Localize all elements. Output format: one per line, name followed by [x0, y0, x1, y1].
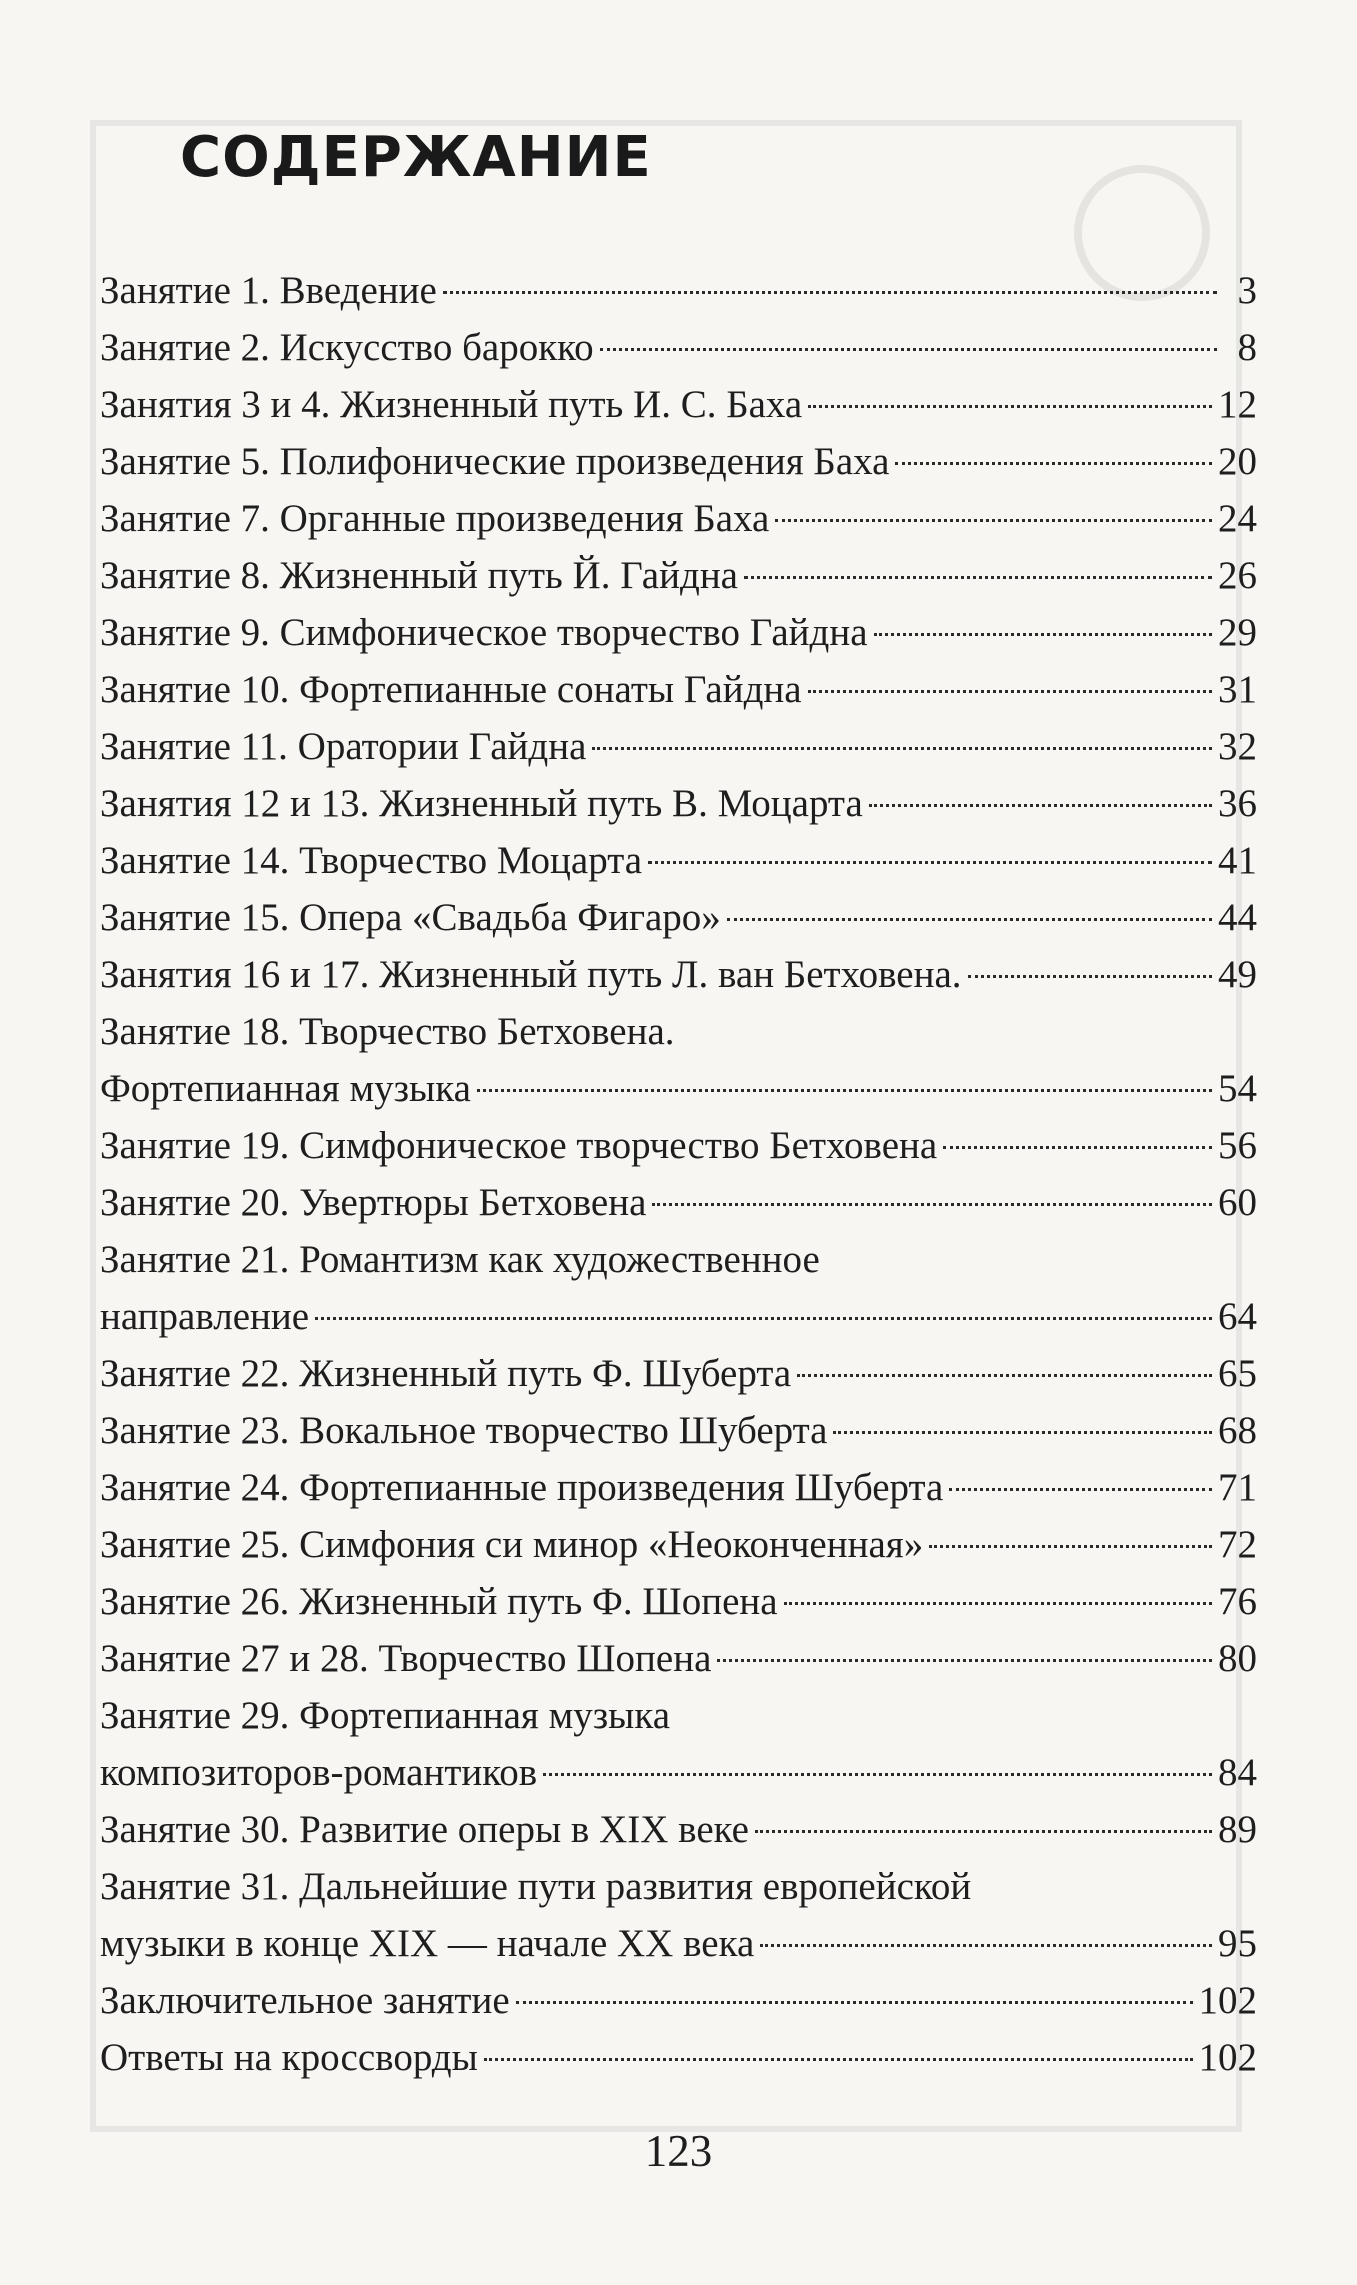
toc-entry-page-number: 95 — [1218, 1922, 1257, 1965]
toc-entry — [100, 1972, 1257, 2029]
dot-leader — [895, 462, 1212, 465]
toc-entry-page-number: 41 — [1218, 839, 1257, 882]
toc-entry — [100, 889, 1257, 946]
toc-entry-title: Занятие 8. Жизненный путь Й. Гайдна — [100, 554, 738, 597]
toc-entry-row — [100, 547, 1257, 604]
toc-entry-page-number: 36 — [1218, 782, 1257, 825]
toc-entry-title: Занятия 3 и 4. Жизненный путь И. С. Баха — [100, 383, 803, 426]
table-of-contents — [100, 262, 1257, 2086]
dot-leader — [727, 918, 1212, 921]
toc-entry — [100, 1687, 1257, 1801]
dot-leader — [949, 1488, 1212, 1491]
toc-entry — [100, 490, 1257, 547]
dot-leader — [755, 1830, 1212, 1833]
toc-entry — [100, 1858, 1257, 1972]
dot-leader — [516, 2001, 1193, 2004]
toc-entry-title: Занятие 11. Оратории Гайдна — [100, 725, 587, 768]
toc-entry-title: Занятие 30. Развитие оперы в XIX веке — [100, 1808, 749, 1851]
toc-entry-page-number: 76 — [1218, 1580, 1257, 1623]
toc-entry-page-number: 8 — [1237, 326, 1257, 369]
toc-entry-title: Занятие 2. Искусство барокко — [100, 326, 594, 369]
toc-entry-page-number: 44 — [1218, 896, 1257, 939]
toc-entry-row — [100, 1744, 1257, 1801]
toc-entry — [100, 1630, 1257, 1687]
toc-entry-row — [100, 946, 1257, 1003]
dot-leader — [652, 1203, 1212, 1206]
toc-entry-page-number: 54 — [1218, 1067, 1257, 1110]
toc-entry-title: Занятие 10. Фортепианные сонаты Гайдна — [100, 668, 802, 711]
toc-entry-title-line1: Занятие 18. Творчество Бетховена. — [100, 1010, 675, 1053]
toc-entry-row — [100, 718, 1257, 775]
toc-entry-title: Заключительное занятие — [100, 1979, 510, 2022]
toc-entry — [100, 1117, 1257, 1174]
dot-leader — [600, 348, 1217, 351]
toc-entry-title: направление — [100, 1295, 310, 1338]
dot-leader — [929, 1545, 1212, 1548]
toc-entry-page-number: 24 — [1218, 497, 1257, 540]
toc-entry-page-number: 72 — [1218, 1523, 1257, 1566]
toc-entry-title: Занятие 24. Фортепианные произведения Шуберта — [100, 1466, 944, 1509]
toc-entry — [100, 1801, 1257, 1858]
dot-leader — [443, 291, 1217, 294]
dot-leader — [874, 633, 1212, 636]
toc-entry — [100, 661, 1257, 718]
toc-entry-row — [100, 376, 1257, 433]
dot-leader — [717, 1659, 1212, 1662]
dot-leader — [543, 1773, 1212, 1776]
toc-entry-page-number: 89 — [1218, 1808, 1257, 1851]
toc-entry-title: Ответы на кроссворды — [100, 2036, 478, 2079]
toc-entry-page-number: 49 — [1218, 953, 1257, 996]
toc-entry-title: Занятия 12 и 13. Жизненный путь В. Моцарта — [100, 782, 863, 825]
toc-entry-row — [100, 775, 1257, 832]
toc-entry-page-number: 68 — [1218, 1409, 1257, 1452]
toc-entry-title: Занятие 23. Вокальное творчество Шуберта — [100, 1409, 828, 1452]
toc-entry-row — [100, 661, 1257, 718]
toc-entry-row — [100, 1345, 1257, 1402]
toc-entry-page-number: 60 — [1218, 1181, 1257, 1224]
toc-entry-title: Занятие 1. Введение — [100, 269, 437, 312]
page-number: 123 — [644, 2126, 713, 2176]
toc-entry-row — [100, 1459, 1257, 1516]
toc-entry-title: Фортепианная музыка — [100, 1067, 471, 1110]
toc-entry-title: Занятие 27 и 28. Творчество Шопена — [100, 1637, 712, 1680]
toc-entry-row — [100, 433, 1257, 490]
toc-entry-page-number: 64 — [1218, 1295, 1257, 1338]
page-title: СОДЕРЖАНИЕ — [180, 125, 652, 190]
toc-entry-page-number: 65 — [1218, 1352, 1257, 1395]
dot-leader — [477, 1089, 1212, 1092]
dot-leader — [943, 1146, 1212, 1149]
toc-entry-title-line1: Занятие 31. Дальнейшие пути развития европейской — [100, 1865, 972, 1908]
toc-entry-title-line1: Занятие 29. Фортепианная музыка — [100, 1694, 671, 1737]
toc-entry — [100, 1402, 1257, 1459]
toc-entry-title-line1: Занятие 21. Романтизм как художественное — [100, 1238, 820, 1281]
dot-leader — [808, 405, 1212, 408]
toc-entry-row — [100, 604, 1257, 661]
toc-entry-row — [100, 1801, 1257, 1858]
toc-entry-page-number: 84 — [1218, 1751, 1257, 1794]
toc-entry-page-number: 3 — [1237, 269, 1257, 312]
toc-entry-title: Занятие 20. Увертюры Бетховена — [100, 1181, 647, 1224]
toc-entry — [100, 718, 1257, 775]
toc-entry-row — [100, 1288, 1257, 1345]
dot-leader — [592, 747, 1212, 750]
toc-entry-page-number: 29 — [1218, 611, 1257, 654]
toc-entry-row — [100, 490, 1257, 547]
toc-entry-title: Занятие 26. Жизненный путь Ф. Шопена — [100, 1580, 778, 1623]
toc-entry — [100, 1345, 1257, 1402]
dot-leader — [760, 1944, 1212, 1947]
toc-entry-row — [100, 1060, 1257, 1117]
toc-entry-page-number: 71 — [1218, 1466, 1257, 1509]
dot-leader — [775, 519, 1212, 522]
toc-entry-title: композиторов-романтиков — [100, 1751, 538, 1794]
toc-entry-row — [100, 889, 1257, 946]
toc-entry-row — [100, 1573, 1257, 1630]
toc-entry-title: Занятие 15. Опера «Свадьба Фигаро» — [100, 896, 721, 939]
toc-entry-page-number: 32 — [1218, 725, 1257, 768]
toc-entry-title: музыки в конце XIX — начале XX века — [100, 1922, 755, 1965]
toc-entry — [100, 376, 1257, 433]
toc-entry-page-number: 102 — [1198, 2036, 1257, 2079]
toc-entry-row — [100, 1174, 1257, 1231]
dot-leader — [797, 1374, 1212, 1377]
toc-entry — [100, 1516, 1257, 1573]
toc-entry — [100, 433, 1257, 490]
toc-entry — [100, 1459, 1257, 1516]
toc-entry — [100, 1573, 1257, 1630]
toc-entry-title: Занятие 14. Творчество Моцарта — [100, 839, 643, 882]
toc-entry — [100, 1003, 1257, 1117]
toc-entry-row — [100, 1972, 1257, 2029]
toc-entry-row — [100, 262, 1257, 319]
toc-entry-title: Занятие 5. Полифонические произведения Баха — [100, 440, 890, 483]
toc-entry-title: Занятие 22. Жизненный путь Ф. Шуберта — [100, 1352, 792, 1395]
toc-entry-page-number: 20 — [1218, 440, 1257, 483]
toc-entry — [100, 604, 1257, 661]
dot-leader — [784, 1602, 1212, 1605]
toc-entry — [100, 832, 1257, 889]
toc-entry — [100, 1174, 1257, 1231]
toc-entry-title: Занятия 16 и 17. Жизненный путь Л. ван Бетховена. — [100, 953, 962, 996]
toc-entry-title: Занятие 25. Симфония си минор «Неоконченная» — [100, 1523, 924, 1566]
dot-leader — [484, 2058, 1193, 2061]
toc-entry-row — [100, 1630, 1257, 1687]
dot-leader — [648, 861, 1212, 864]
toc-entry-row — [100, 319, 1257, 376]
toc-entry — [100, 2029, 1257, 2086]
toc-entry-row — [100, 1117, 1257, 1174]
toc-entry-page-number: 56 — [1218, 1124, 1257, 1167]
dot-leader — [968, 975, 1212, 978]
dot-leader — [869, 804, 1212, 807]
toc-entry-page-number: 26 — [1218, 554, 1257, 597]
toc-entry-row — [100, 1402, 1257, 1459]
toc-entry-row — [100, 2029, 1257, 2086]
toc-entry — [100, 1231, 1257, 1345]
toc-entry — [100, 547, 1257, 604]
toc-entry-title: Занятие 7. Органные произведения Баха — [100, 497, 770, 540]
toc-entry-page-number: 31 — [1218, 668, 1257, 711]
toc-entry-page-number: 80 — [1218, 1637, 1257, 1680]
toc-entry-title: Занятие 19. Симфоническое творчество Бетховена — [100, 1124, 938, 1167]
toc-entry — [100, 946, 1257, 1003]
toc-entry-row — [100, 1516, 1257, 1573]
dot-leader — [833, 1431, 1212, 1434]
toc-entry-row — [100, 1915, 1257, 1972]
toc-entry-title: Занятие 9. Симфоническое творчество Гайдна — [100, 611, 868, 654]
dot-leader — [744, 576, 1212, 579]
dot-leader — [808, 690, 1212, 693]
toc-entry-page-number: 12 — [1218, 383, 1257, 426]
toc-entry — [100, 262, 1257, 319]
toc-entry-page-number: 102 — [1198, 1979, 1257, 2022]
toc-entry — [100, 319, 1257, 376]
dot-leader — [315, 1317, 1212, 1320]
toc-entry-row — [100, 832, 1257, 889]
toc-entry — [100, 775, 1257, 832]
